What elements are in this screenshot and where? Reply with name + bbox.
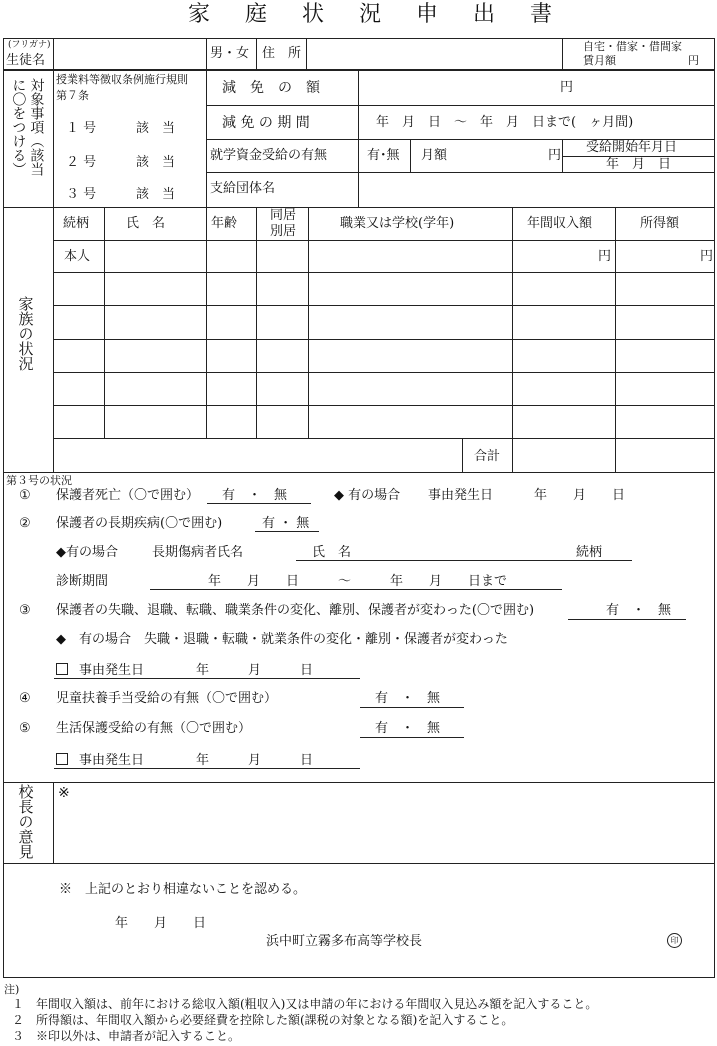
student-name-field[interactable] xyxy=(55,40,205,67)
monthly-yen: 円 xyxy=(548,148,562,163)
reduction-amount-label: 減 免 の 額 xyxy=(222,80,320,96)
reduction-amount-yen: 円 xyxy=(560,80,574,95)
family-vertical-label: 家族の状況 xyxy=(16,296,35,371)
col-name: 氏 名 xyxy=(126,216,166,231)
i5-date[interactable]: 事由発生日 年 月 日 xyxy=(79,753,314,768)
item-1-num: １ 号 xyxy=(66,121,97,136)
family-section xyxy=(3,207,715,473)
i2-case: ◆有の場合 xyxy=(56,545,118,560)
i2-name-label: 氏 名 xyxy=(312,545,352,560)
section3-title: 第３号の状況 xyxy=(6,474,72,487)
i2-num: ② xyxy=(19,516,31,531)
col-cohabit: 同居 xyxy=(270,208,297,223)
address-label: 住 所 xyxy=(262,46,302,61)
page-title: 家 庭 状 況 申 出 書 xyxy=(188,2,566,27)
i2-relation-label: 続柄 xyxy=(576,545,603,560)
i2-value[interactable]: 有 ・ 無 xyxy=(262,516,310,531)
seal-icon: 印 xyxy=(667,933,682,948)
address-field[interactable] xyxy=(308,40,560,67)
i4-text: 児童扶養手当受給の有無（〇で囲む） xyxy=(56,691,278,706)
i1-text: 保護者死亡（〇で囲む） xyxy=(56,488,200,503)
rule-line-2: 第７条 xyxy=(56,89,89,102)
start-date-value[interactable]: 年 月 日 xyxy=(606,157,672,172)
item-3-val[interactable]: 該 当 xyxy=(136,187,176,202)
earned-yen: 円 xyxy=(700,249,714,264)
i3-num: ③ xyxy=(19,603,31,618)
row-self: 本人 xyxy=(64,249,91,264)
i5-checkbox[interactable] xyxy=(56,753,68,768)
principal-opinion-field[interactable] xyxy=(56,800,706,858)
col-separate: 別居 xyxy=(270,224,297,239)
org-field[interactable] xyxy=(362,176,710,202)
i3-text: 保護者の失職、退職、転職、職業条件の変化、離別、保護者が変わった(〇で囲む) xyxy=(56,603,535,618)
principal-mark: ※ xyxy=(58,785,70,801)
housing-rent-yen: 円 xyxy=(688,54,699,67)
notes-head: 注) xyxy=(4,983,20,996)
i1-date-label: 事由発生日 xyxy=(428,488,494,503)
col-occupation: 職業又は学校(学年) xyxy=(340,216,455,231)
i1-num: ① xyxy=(19,488,31,503)
income-yen: 円 xyxy=(598,249,612,264)
i1-value[interactable]: 有 ・ 無 xyxy=(222,488,288,503)
scholarship-label: 就学資金受給の有無 xyxy=(210,148,328,163)
certify-date[interactable]: 年 月 日 xyxy=(115,916,207,931)
col-relation: 続柄 xyxy=(63,216,90,231)
certify-section xyxy=(3,862,715,978)
reduction-period-value[interactable]: 年 月 日 ～ 年 月 日まで( ヶ月間) xyxy=(376,115,634,130)
i2-text: 保護者の長期疾病(〇で囲む) xyxy=(56,516,223,531)
i3-value[interactable]: 有 ・ 無 xyxy=(606,603,672,618)
i5-text: 生活保護受給の有無（〇で囲む） xyxy=(56,721,252,736)
i3-case: ◆ 有の場合 失職・退職・転職・就業条件の変化・離別・保護者が変わった xyxy=(56,632,508,647)
school-name: 浜中町立霧多布高等学校長 xyxy=(266,934,423,949)
i4-num: ④ xyxy=(19,691,31,706)
i2-period-label: 診断期間 xyxy=(56,574,109,589)
i5-num: ⑤ xyxy=(19,721,31,736)
col-age: 年齢 xyxy=(211,216,238,231)
housing-type[interactable]: 自宅・借家・借間家 xyxy=(583,40,682,53)
principal-vertical-label: 校長の意見 xyxy=(16,784,35,859)
scholarship-yes-no[interactable]: 有･無 xyxy=(367,148,400,163)
i3-checkbox[interactable] xyxy=(56,663,68,678)
col-earned: 所得額 xyxy=(640,216,680,231)
note-2: ２ 所得額は、年間収入額から必要経費を控除した額(課税の対象となる額)を記入すること。 xyxy=(12,1013,514,1027)
target-vertical-label: 対象事項（該当 xyxy=(28,78,45,176)
certify-text: ※ 上記のとおり相違ないことを認める。 xyxy=(59,882,307,897)
note-1: １ 年間収入額は、前年における総収入額(粗収入)又は申請の年における年間収入見込み額を記入すること。 xyxy=(12,997,598,1011)
i5-value[interactable]: 有 ・ 無 xyxy=(375,721,441,736)
i2-patient-label: 長期傷病者氏名 xyxy=(152,545,244,560)
i1-case: ◆ 有の場合 xyxy=(334,488,401,503)
total-label: 合計 xyxy=(474,449,501,464)
item-2-num: ２ 号 xyxy=(66,155,97,170)
i3-date[interactable]: 事由発生日 年 月 日 xyxy=(79,663,314,678)
rule-line-1: 授業料等徴収条例施行規則 xyxy=(56,73,188,86)
target-vertical-label-2: に〇をつける） xyxy=(10,78,27,176)
reduction-period-label: 減 免 の 期 間 xyxy=(222,115,310,131)
org-label: 支給団体名 xyxy=(210,181,276,196)
student-name-label: 生徒名 xyxy=(6,53,46,68)
item-2-val[interactable]: 該 当 xyxy=(136,155,176,170)
note-3: ３ ※印以外は、申請者が記入すること。 xyxy=(12,1029,241,1043)
item-3-num: ３ 号 xyxy=(66,187,97,202)
i2-period-value[interactable]: 年 月 日 ～ 年 月 日まで xyxy=(208,574,508,589)
monthly-label: 月額 xyxy=(421,148,448,163)
sex-field[interactable]: 男・女 xyxy=(210,46,250,61)
i1-date[interactable]: 年 月 日 xyxy=(534,488,626,503)
housing-rent-label: 賃月額 xyxy=(583,54,616,67)
i4-value[interactable]: 有 ・ 無 xyxy=(375,691,441,706)
item-1-val[interactable]: 該 当 xyxy=(136,121,176,136)
col-income: 年間収入額 xyxy=(527,216,593,231)
furigana-label: (フリガナ) xyxy=(8,40,51,50)
start-date-label: 受給開始年月日 xyxy=(586,140,678,155)
